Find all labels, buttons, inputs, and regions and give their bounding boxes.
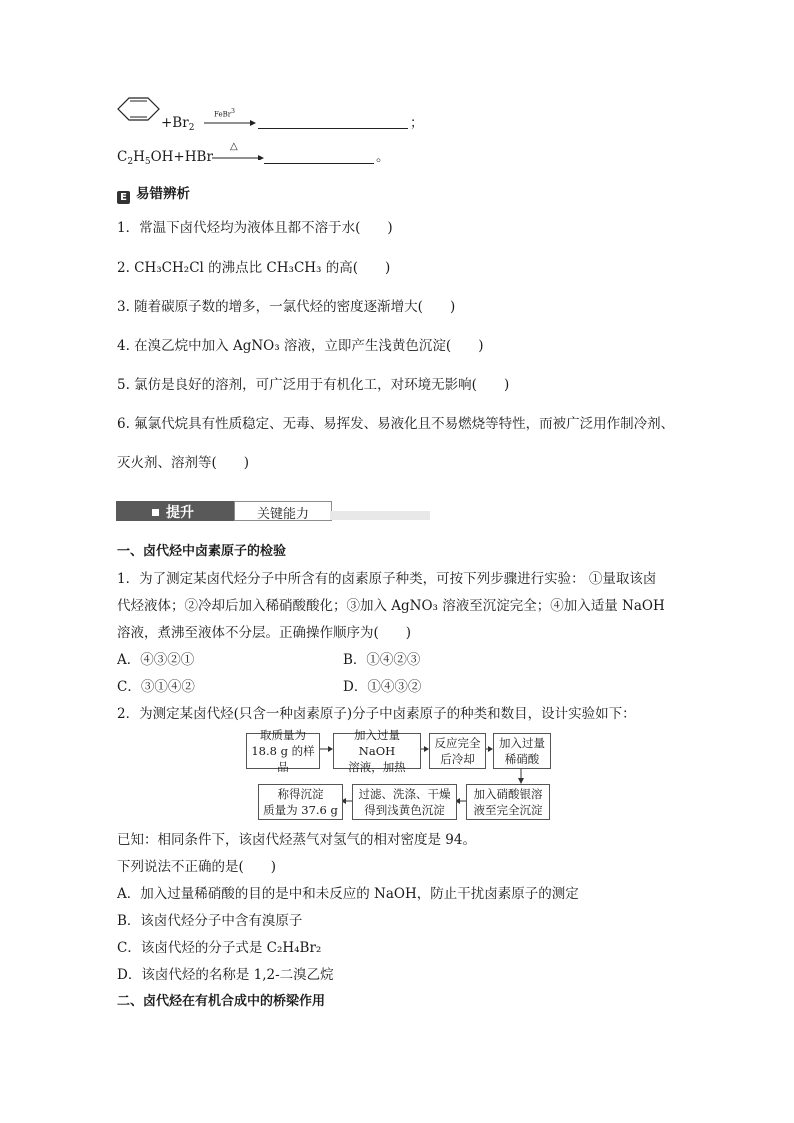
q2-option-a[interactable]: A．加入过量稀硝酸的目的是中和未反应的 NaOH，防止干扰卤素原子的测定 [117,886,579,902]
error-item-5: 5. 氯仿是良好的溶剂，可广泛用于有机化工，对环境无影响( ) [117,377,510,393]
part2-heading: 二、卤代烃在有机合成中的桥梁作用 [117,994,326,1009]
q1-line-3: 溶液，煮沸至液体不分层。正确操作顺序为( ) [117,625,412,641]
flow-step-3: 反应完全 后冷却 [429,733,486,769]
heat-symbol: △ [230,141,238,152]
part1-heading: 一、卤代烃中卤素原子的检验 [117,544,287,559]
error-section-title: E 易错辨析 [117,184,190,204]
q1-option-a[interactable]: A．④③②① [117,652,195,668]
error-item-4: 4. 在溴乙烷中加入 AgNO₃ 溶液，立即产生浅黄色沉淀( ) [117,338,484,354]
error-item-3: 3. 随着碳原子数的增多，一氯代烃的密度逐渐增大( ) [117,299,456,315]
known-condition: 已知：相同条件下，该卤代烃蒸气对氢气的相对密度是 94。 [117,832,476,848]
q2-option-b[interactable]: B．该卤代烃分子中含有溴原子 [117,913,303,929]
ethanol-reactants: $C_2H_5OH+HBr$ [117,149,213,167]
flow-step-7: 称得沉淀 质量为 37.6 g [258,784,343,820]
section-tag-icon: E [117,191,130,204]
flow-step-2: 加入过量 NaOH 溶液，加热 [333,733,421,769]
catalyst-label: FeBr$^3$ [214,108,235,119]
q1-line-2: 代烃液体；②冷却后加入稀硝酸酸化；③加入 AgNO₃ 溶液至沉淀完全；④加入适量 NaOH [117,598,665,614]
q2-question: 下列说法不正确的是( ) [117,859,277,875]
q2-option-d[interactable]: D．该卤代烃的名称是 1,2-二溴乙烷 [117,967,334,983]
q2-option-c[interactable]: C．该卤代烃的分子式是 C₂H₄Br₂ [117,940,322,956]
q2-intro: 2．为测定某卤代烃(只含一种卤素原子)分子中卤素原子的种类和数目，设计实验如下： [117,706,636,722]
q1-option-c[interactable]: C．③①④② [117,679,195,695]
error-item-2: 2. CH₃CH₂Cl 的沸点比 CH₃CH₃ 的高( ) [117,260,391,276]
end-mark-1: ； [410,115,424,131]
error-item-6: 6. 氟氯代烷具有性质稳定、无毒、易挥发、易液化且不易燃烧等特性，而被广泛用作制冷剂、 [117,416,675,432]
end-mark-2: 。 [376,149,390,165]
benzene-reactants: $+Br_2$ [161,115,195,133]
q1-option-b[interactable]: B．①④②③ [343,652,421,668]
flow-step-5: 加入硝酸银溶 液至完全沉淀 [466,784,550,820]
error-item-1: 1．常温下卤代烃均为液体且都不溶于水( ) [117,220,393,236]
banner-sub-label: 关键能力 [257,507,310,522]
q1-line-1: 1．为了测定某卤代烃分子中所含有的卤素原子种类，可按下列步骤进行实验： ①量取该卤 [117,571,657,587]
q1-option-d[interactable]: D．①④③② [343,679,422,695]
flow-step-4: 加入过量 稀硝酸 [493,733,551,769]
flow-step-6: 过滤、洗涤、干燥 得到浅黄色沉淀 [352,784,457,820]
banner-main-label: 提升 [166,505,194,521]
error-item-6-cont: 灭火剂、溶剂等( ) [117,455,250,471]
flow-step-1: 取质量为 18.8 g 的样品 [246,733,320,769]
